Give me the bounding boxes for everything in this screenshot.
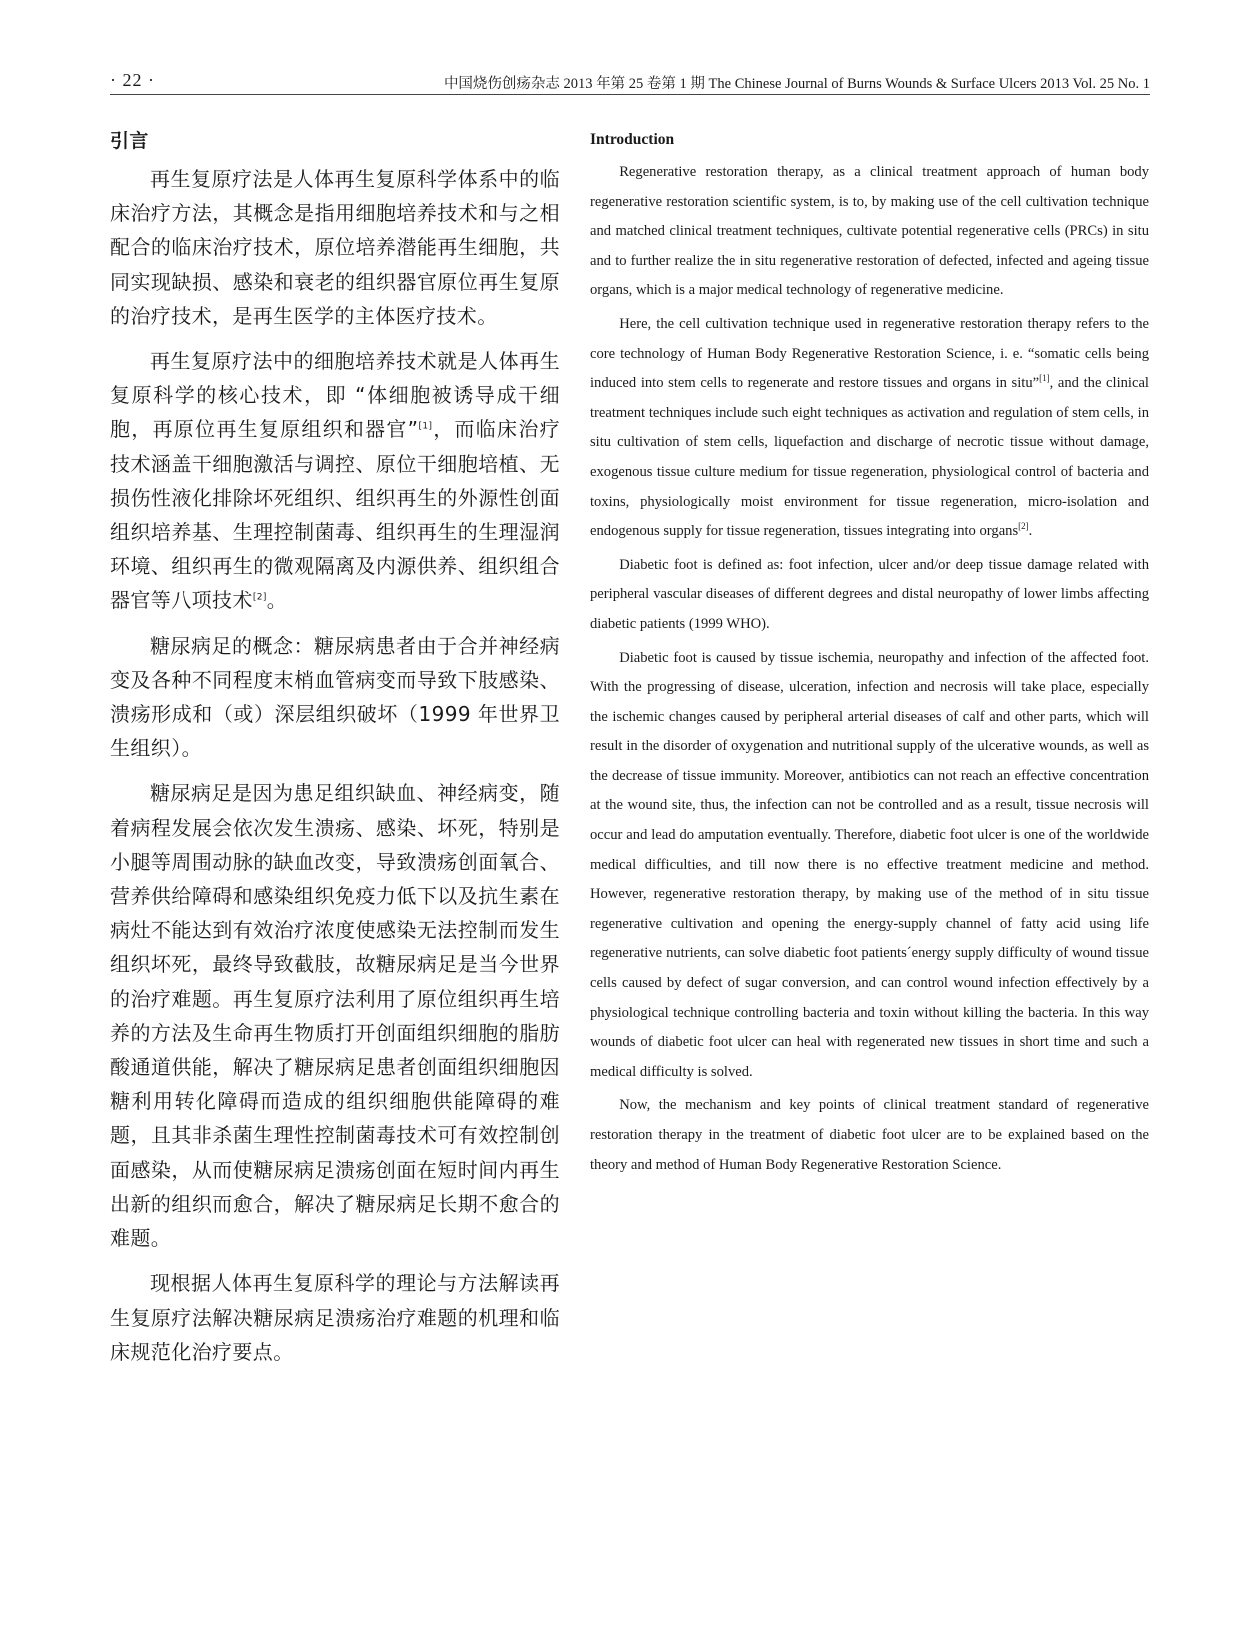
paragraph-zh-2-part-c: 。 [266,588,288,613]
citation-ref-1-en: [1] [1039,373,1050,384]
page-header [110,64,1150,95]
paragraph-en-4: Diabetic foot is caused by tissue ischemia, neuropathy and infection of the affected foot. With the progressing of disease, ulceration, infection and necrosis will take place, especially the ischemic changes caused by peripheral arterial diseases of calf and other parts, which will result in the disorder of oxygenation and nutritional supply of the ulcerative wounds, as well as the decrease of tissue immunity. Moreover, antibiotics can not reach an effective concentration at the wound site, thus, the infection can not be controlled and as a result, tissue necrosis will occur and lead do amputation eventually. Therefore, diabetic foot ulcer is one of the worldwide medical difficulties, and till now there is no effective treatment medicine and method. However, regenerative restoration therapy, by making use of the method of in situ tissue regenerative cultivation and opening the energy-supply channel of fatty acid using life regenerative nutrients, can solve diabetic foot patients´energy supply difficulty of wound tissue cells caused by defect of sugar conversion, and can control wound infection effectively by a physiological technique controlling bacteria and toxin without killing the bacteria. In this way wounds of diabetic foot ulcer can heal with regenerated new tissues in short time and such a medical difficulty is solved. [590,649,1149,1080]
paragraph-en-2 [590,310,1149,547]
paragraph-zh-1: 再生复原疗法是人体再生复原科学体系中的临床治疗方法，其概念是指用细胞培养技术和与之相配合的临床治疗技术，原位培养潜能再生细胞，共同实现缺损、感染和衰老的组织器官原位再生复原的治疗技术，是再生医学的主体医疗技术。 [110,167,560,328]
section-heading-zh: 引言 [110,130,149,152]
citation-ref-2: [2] [252,592,267,603]
citation-ref-2-en: [2] [1018,521,1029,532]
chinese-column [110,128,560,1380]
paragraph-zh-2-part-a: 再生复原疗法中的细胞培养技术就是人体再生复原科学的核心技术，即 “体细胞被诱导成干细胞，再原位再生复原组织和器官” [110,349,560,442]
citation-ref-1: [1] [418,421,433,432]
running-head: 中国烧伤创疡杂志 2013 年第 25 卷第 1 期 The Chinese Journal of Burns Wounds & Surface Ulcers 2013 Vol. 25 No. 1 [443,76,1150,92]
paragraph-zh-2 [110,344,560,618]
paragraph-en-3: Diabetic foot is defined as: foot infection, ulcer and/or deep tissue damage related with peripheral vascular diseases of different degrees and distal neuropathy of lower limbs affecting diabetic patients (1999 WHO). [590,556,1149,632]
paragraph-zh-3: 糖尿病足的概念：糖尿病患者由于合并神经病变及各种不同程度末梢血管病变而导致下肢感染、溃疡形成和（或）深层组织破坏（1999 年世界卫生组织）。 [110,633,560,761]
section-heading-en: Introduction [590,131,675,148]
page-number: · 22 · [110,70,155,90]
paragraph-zh-2-part-b: ，而临床治疗技术涵盖干细胞激活与调控、原位干细胞培植、无损伤性液化排除坏死组织、组织再生的外源性创面组织培养基、生理控制菌毒、组织再生的生理湿润环境、组织再生的微观隔离及内源供养、组织组合器官等八项技术 [110,417,560,613]
paragraph-zh-5: 现根据人体再生复原科学的理论与方法解读再生复原疗法解决糖尿病足溃疡治疗难题的机理和临床规范化治疗要点。 [110,1271,560,1364]
paragraph-en-2-part-b: , and the clinical treatment techniques include such eight techniques as activation and regulation of stem cells, in situ cultivation of stem cells, liquefaction and discharge of necrotic tissue without damage, exogenous tissue culture medium for tissue regeneration, physiological control of bacteria and toxins, physiologically moist environment for tissue regeneration, micro-isolation and endogenous supply for tissue regeneration, tissues integrating into organs [590,375,1149,540]
paragraph-zh-4: 糖尿病足是因为患足组织缺血、神经病变，随着病程发展会依次发生溃疡、感染、坏死，特别是小腿等周围动脉的缺血改变，导致溃疡创面氧合、营养供给障碍和感染组织免疫力低下以及抗生素在病灶不能达到有效治疗浓度使感染无法控制而发生组织坏死，最终导致截肢，故糖尿病足是当今世界的治疗难题。再生复原疗法利用了原位组织再生培养的方法及生命再生物质打开创面组织细胞的脂肪酸通道供能，解决了糖尿病足患者创面组织细胞因糖利用转化障碍而造成的组织细胞供能障碍的难题，且其非杀菌生理性控制菌毒技术可有效控制创面感染，从而使糖尿病足溃疡创面在短时间内再生出新的组织而愈合，解决了糖尿病足长期不愈合的难题。 [110,781,560,1251]
english-column [590,128,1149,1184]
paragraph-en-2-part-a: Here, the cell cultivation technique used in regenerative restoration therapy refers to the core technology of Human Body Regenerative Restoration Science, i. e. “somatic cells being induced into stem cells to regenerate and restore tissues and organs in situ” [590,315,1149,392]
paragraph-en-2-part-c: . [1028,523,1033,540]
paragraph-en-1: Regenerative restoration therapy, as a clinical treatment approach of human body regenerative restoration scientific system, is to, by making use of the cell cultivation technique and matched clinical treatment techniques, cultivate potential regenerative cells (PRCs) in situ and to further realize the in situ regenerative restoration of defected, infected and ageing tissue organs, which is a major medical technology of regenerative medicine. [590,164,1149,299]
paragraph-en-5: Now, the mechanism and key points of clinical treatment standard of regenerative restoration therapy in the treatment of diabetic foot ulcer are to be explained based on the theory and method of Human Body Regenerative Restoration Science. [590,1097,1149,1173]
